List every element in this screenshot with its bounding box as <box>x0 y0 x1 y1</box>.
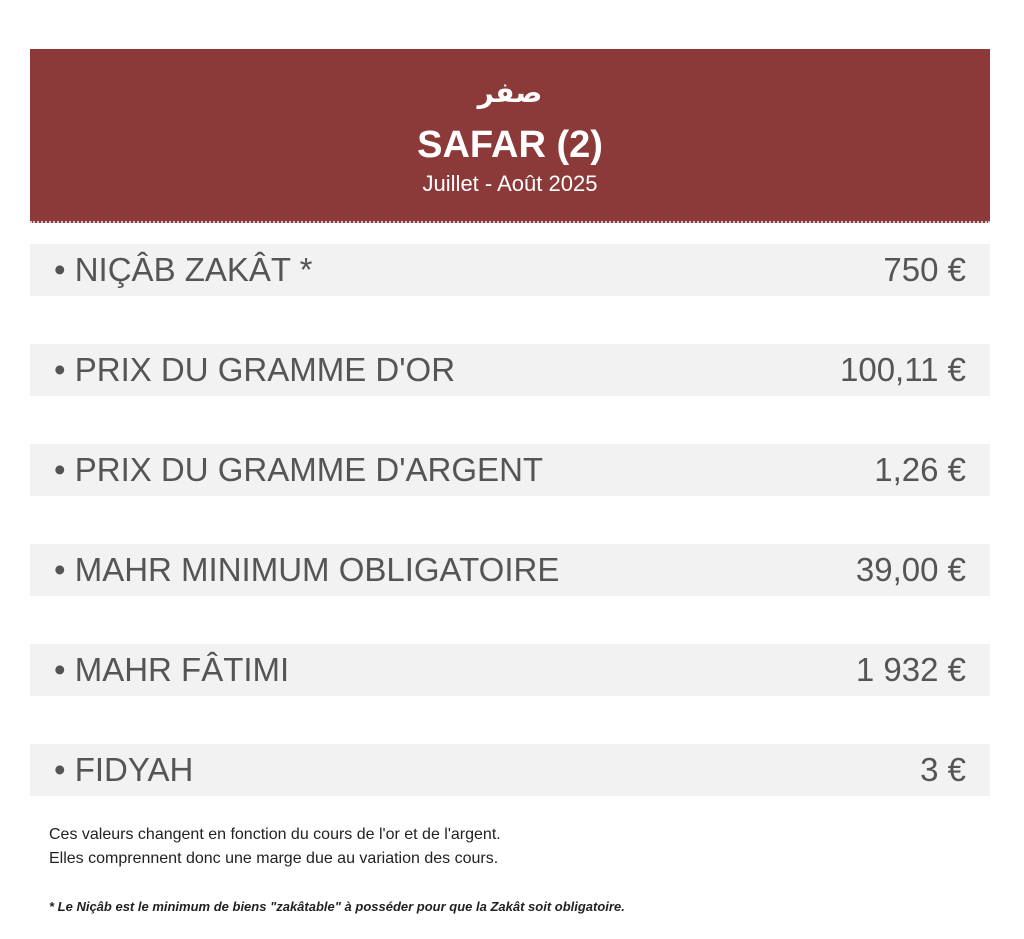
row-value: 1,26 € <box>874 451 966 488</box>
values-list <box>30 244 990 844</box>
row-silver-price <box>30 444 990 496</box>
price-variation-note <box>49 823 949 871</box>
row-mahr-fatimi <box>30 644 990 696</box>
row-label: • MAHR MINIMUM OBLIGATOIRE <box>54 551 560 588</box>
row-value: 3 € <box>920 751 966 788</box>
row-fidyah <box>30 744 990 796</box>
month-period: Juillet - Août 2025 <box>422 171 598 196</box>
note-line-2: Elles comprennent donc une marge due au variation des cours. <box>49 850 499 867</box>
note-line-1: Ces valeurs changent en fonction du cours de l'or et de l'argent. <box>49 826 501 843</box>
row-label: • NIÇÂB ZAKÂT * <box>54 251 313 288</box>
row-mahr-minimum <box>30 544 990 596</box>
row-value: 750 € <box>883 251 966 288</box>
row-value: 100,11 € <box>839 351 966 388</box>
row-label: • FIDYAH <box>54 751 194 788</box>
row-label: • MAHR FÂTIMI <box>54 651 290 688</box>
row-label: • PRIX DU GRAMME D'OR <box>54 351 456 388</box>
row-value: 39,00 € <box>855 551 966 588</box>
row-nicab-zakat <box>30 244 990 296</box>
row-value: 1 932 € <box>855 651 966 688</box>
month-title: SAFAR (2) <box>417 124 603 166</box>
row-gold-price <box>30 344 990 396</box>
row-label: • PRIX DU GRAMME D'ARGENT <box>54 451 544 488</box>
month-header <box>30 49 990 223</box>
nicab-footnote: * Le Niçâb est le minimum de biens "zakâtable" à posséder pour que la Zakât soit obligatoire. <box>49 899 625 914</box>
arabic-month-title: صفر <box>477 76 543 109</box>
